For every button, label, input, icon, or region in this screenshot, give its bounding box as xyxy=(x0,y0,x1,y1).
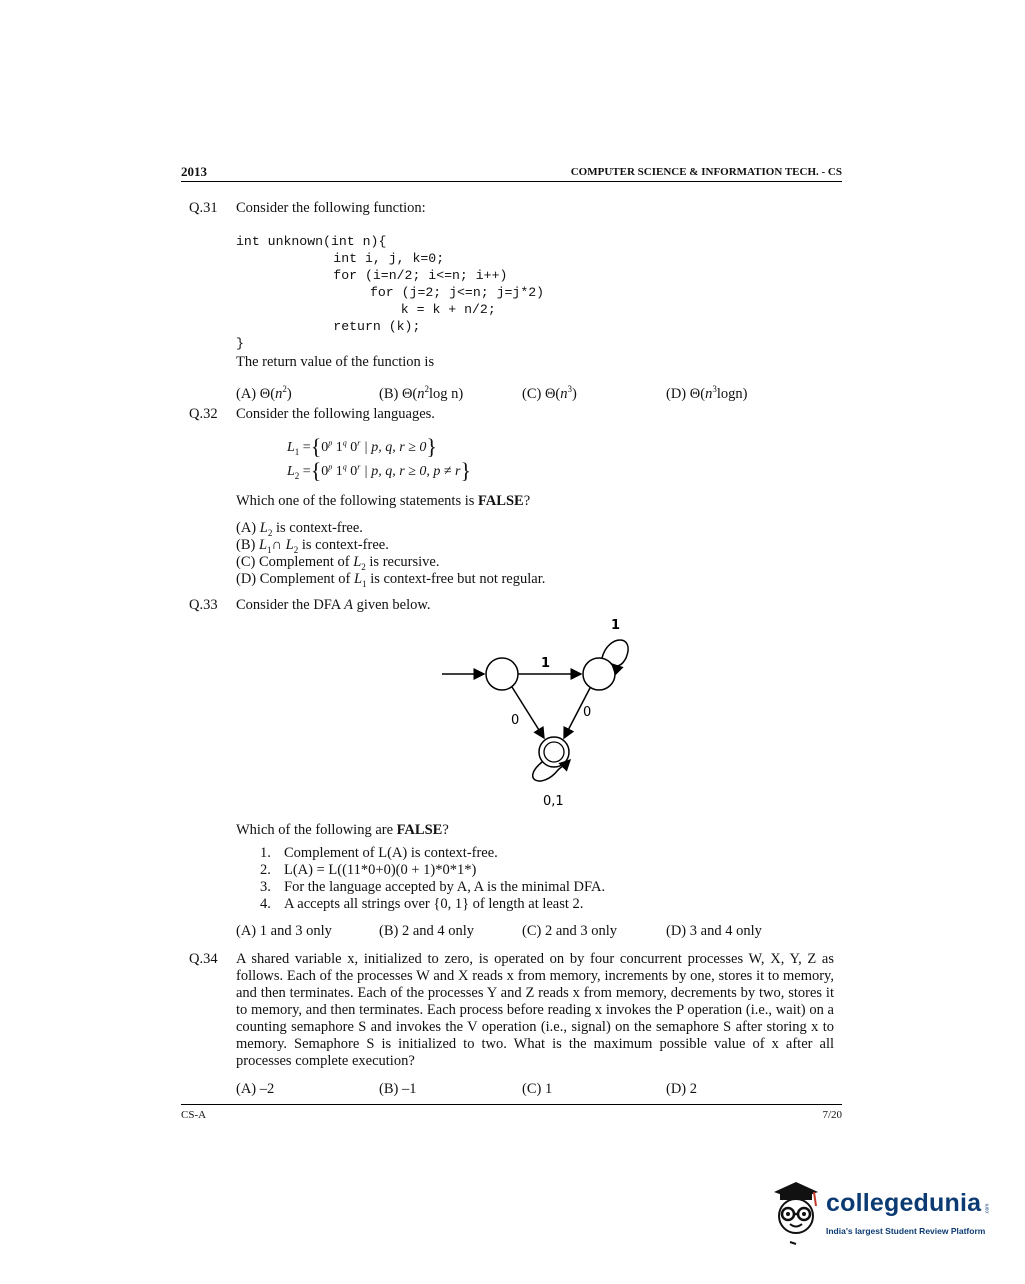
q33-option-a[interactable]: (A) 1 and 3 only xyxy=(236,923,332,939)
footer-page-number: 7/20 xyxy=(822,1109,842,1121)
l1-one: 1 xyxy=(332,440,343,455)
q31-option-d-sup: 3 xyxy=(712,384,717,394)
q31-option-d[interactable] xyxy=(666,381,747,403)
question-number-33: Q.33 xyxy=(189,597,218,613)
label-middle-to-final: 0 xyxy=(583,705,592,720)
dfa-state-middle xyxy=(583,658,615,690)
l1-name: L xyxy=(287,440,295,455)
dfa-state-start xyxy=(486,658,518,690)
l1-subscript: 1 xyxy=(294,446,300,457)
q32-option-c-l: L xyxy=(353,554,362,570)
question-34-text: A shared variable x, initialized to zero, is operated on by four concurrent processes W, X, Y, Z as follows. Each of the processes W and X reads x from memory, increments by one, stores it to memory, and then terminates. Each of the processes Y and Z reads x from memory, decrements by two, stores it to memory, and then terminates. Each process before reading x invokes the P operation (i.e., wait) on a counting semaphore S and invokes the V operation (i.e., signal) on the semaphore S after storing x to memory. Semaphore S is initialized to two. What is the maximum possible value of x after all processes complete execution? xyxy=(236,951,834,1069)
q33-option-b[interactable]: (B) 2 and 4 only xyxy=(379,923,475,939)
q32-option-b-label: (B) xyxy=(236,537,259,553)
q31-option-a-base: n xyxy=(275,385,283,402)
code-line-6: return (k); xyxy=(270,319,421,334)
label-middle-loop: 1 xyxy=(611,618,621,633)
q34-option-a[interactable]: (A) –2 xyxy=(236,1081,275,1097)
brand-name: collegedunia xyxy=(826,1189,982,1217)
q32-option-a-sub: 2 xyxy=(267,527,273,538)
code-line-1: int unknown(int n){ xyxy=(236,234,387,249)
question-31-prompt: Consider the following function: xyxy=(236,200,426,216)
dfa-diagram xyxy=(430,612,650,812)
l2-one: 1 xyxy=(332,464,343,479)
q31-option-d-label: (D) Θ( xyxy=(666,385,706,402)
q31-option-a-tail: ) xyxy=(286,385,292,402)
q31-option-c-sup: 3 xyxy=(567,384,573,394)
l1-equals: = xyxy=(299,440,311,455)
code-line-7: } xyxy=(236,336,244,351)
q31-option-b-sup: 2 xyxy=(424,384,430,394)
q33-prompt-var: A xyxy=(344,597,353,613)
code-line-2: int i, j, k=0; xyxy=(270,251,445,266)
exam-subject: COMPUTER SCIENCE & INFORMATION TECH. - CS xyxy=(570,166,842,178)
l2-zero2: 0 xyxy=(346,464,358,479)
q33-statement-num-3: 3. xyxy=(260,879,271,895)
q33-statement-num-4: 4. xyxy=(260,896,271,912)
q31-option-a[interactable] xyxy=(236,381,292,403)
q31-option-a-sup: 2 xyxy=(282,384,287,394)
code-line-5: k = k + n/2; xyxy=(290,302,496,317)
q34-option-b[interactable]: (B) –1 xyxy=(379,1081,417,1097)
q32-option-c-sub: 2 xyxy=(361,561,366,572)
q32-option-d[interactable] xyxy=(236,571,545,593)
q31-option-a-label: (A) Θ( xyxy=(236,385,276,402)
l1-zero2: 0 xyxy=(346,440,358,455)
q32-option-d-rest: is context-free but not regular. xyxy=(366,571,546,587)
q33-question-pre: Which of the following are xyxy=(236,822,397,838)
q31-option-c-tail: ) xyxy=(572,385,577,402)
l1-condition: | p, q, r ≥ 0 xyxy=(360,440,427,455)
q33-prompt-post: given below. xyxy=(352,597,431,613)
l1-exp-p: p xyxy=(328,438,333,448)
q32-option-c-rest: is recursive. xyxy=(365,554,440,570)
l2-exp-r: r xyxy=(357,462,361,472)
q32-option-a-rest: is context-free. xyxy=(272,520,363,536)
l1-zero: 0 xyxy=(321,440,329,455)
q34-option-c[interactable]: (C) 1 xyxy=(522,1081,553,1097)
q33-statement-3: For the language accepted by A, A is the minimal DFA. xyxy=(284,879,606,895)
q31-option-d-base: n xyxy=(705,385,713,402)
q32-option-b-l: L xyxy=(258,537,268,553)
brand-domain-suffix: .com xyxy=(984,1203,991,1215)
q32-option-b-intersect: ∩ xyxy=(271,537,286,553)
exam-year: 2013 xyxy=(181,164,207,179)
l1-close-brace: } xyxy=(426,434,437,459)
q33-question-post: ? xyxy=(442,822,449,838)
q33-prompt-pre: Consider the DFA xyxy=(236,597,345,613)
q32-option-b-sub2: 2 xyxy=(293,544,299,555)
code-line-4: for (j=2; j<=n; j=j*2) xyxy=(275,285,545,300)
l2-open-brace: { xyxy=(310,458,322,483)
l2-subscript: 2 xyxy=(294,470,300,481)
header-divider xyxy=(181,181,842,182)
q33-question-bold: FALSE xyxy=(396,822,443,838)
q32-option-a-l: L xyxy=(259,520,268,536)
q32-question-post: ? xyxy=(523,493,531,509)
footer-divider xyxy=(181,1104,842,1105)
l2-close-brace: } xyxy=(460,458,472,483)
question-33-statement xyxy=(236,822,449,839)
q32-option-d-l: L xyxy=(354,571,363,587)
l2-exp-q: q xyxy=(342,462,347,472)
l1-open-brace: { xyxy=(310,434,322,459)
label-start-to-final: 0 xyxy=(511,713,520,728)
l2-name: L xyxy=(287,464,295,479)
q32-question-bold: FALSE xyxy=(478,493,524,509)
question-33-prompt xyxy=(236,597,431,614)
code-line-3: for (i=n/2; i<=n; i++) xyxy=(270,268,508,283)
label-start-to-middle: 1 xyxy=(541,656,551,671)
l1-exp-q: q xyxy=(342,438,347,448)
language-l2-definition xyxy=(287,458,471,484)
l1-exp-r: r xyxy=(357,438,361,448)
q31-option-b-label: (B) Θ( xyxy=(379,385,418,402)
l2-exp-p: p xyxy=(328,462,333,472)
q32-option-a-label: (A) xyxy=(236,520,260,536)
q31-option-b[interactable] xyxy=(379,381,463,403)
q33-option-c[interactable]: (C) 2 and 3 only xyxy=(522,923,618,939)
question-number-34: Q.34 xyxy=(189,951,218,967)
q33-statement-2: L(A) = L((11*0+0)(0 + 1)*0*1*) xyxy=(284,862,477,878)
q31-option-c-label: (C) Θ( xyxy=(522,385,561,402)
collegedunia-mascot-icon xyxy=(766,1176,826,1248)
q33-statement-num-2: 2. xyxy=(260,862,271,878)
q33-statement-num-1: 1. xyxy=(260,845,271,861)
question-32-statement xyxy=(236,493,530,510)
l2-condition: | p, q, r ≥ 0, p ≠ r xyxy=(360,464,461,479)
q31-option-d-tail: logn) xyxy=(716,385,748,402)
q32-option-b-l2: L xyxy=(285,537,294,553)
q32-option-d-label: (D) Complement of xyxy=(236,571,354,587)
question-number-31: Q.31 xyxy=(189,200,218,216)
q31-option-c-base: n xyxy=(560,385,568,402)
question-32-prompt: Consider the following languages. xyxy=(236,406,435,422)
q32-option-d-sub: 1 xyxy=(362,578,367,589)
q31-option-b-tail: log n) xyxy=(429,385,464,402)
q31-option-c[interactable] xyxy=(522,381,577,403)
q32-option-c-label: (C) Complement of xyxy=(236,554,354,570)
q33-option-d[interactable]: (D) 3 and 4 only xyxy=(666,923,762,939)
q32-question-pre: Which one of the following statements is xyxy=(236,493,479,509)
brand-tagline: India's largest Student Review Platform xyxy=(826,1226,986,1236)
q32-option-b-rest: is context-free. xyxy=(298,537,389,553)
language-l1-definition xyxy=(287,434,437,460)
l2-equals: = xyxy=(299,464,311,479)
q33-statement-1: Complement of L(A) is context-free. xyxy=(284,845,498,861)
q32-option-b-sub: 1 xyxy=(267,544,272,555)
q34-option-d[interactable]: (D) 2 xyxy=(666,1081,698,1097)
question-number-32: Q.32 xyxy=(189,406,218,422)
q31-option-b-base: n xyxy=(417,385,425,402)
l2-zero: 0 xyxy=(321,464,329,479)
label-final-loop: 0,1 xyxy=(543,794,564,809)
question-31-return-text: The return value of the function is xyxy=(236,354,435,370)
q33-statement-4: A accepts all strings over {0, 1} of length at least 2. xyxy=(284,896,584,912)
footer-paper-code: CS-A xyxy=(181,1109,207,1121)
